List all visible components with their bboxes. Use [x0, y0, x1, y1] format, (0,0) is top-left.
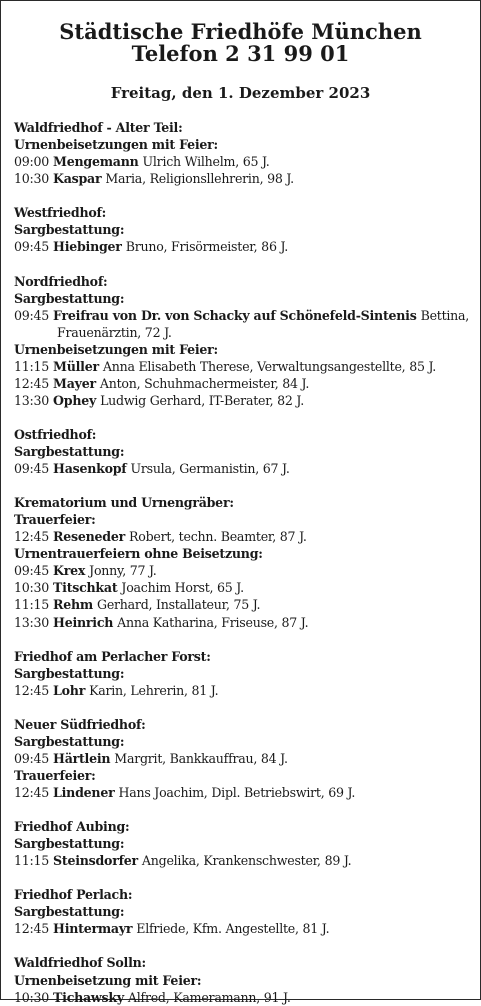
entry-surname: Lindener — [53, 784, 115, 800]
entry-surname: Reseneder — [53, 529, 126, 545]
ceremony-type: Urnenbeisetzungen mit Feier: — [14, 341, 218, 357]
ceremony-type: Urnentrauerfeiern ohne Beisetzung: — [14, 546, 263, 562]
entry-surname: Freifrau von Dr. von Schacky auf Schönefeld-Sintenis — [53, 307, 417, 323]
entry-time: 11:15 — [14, 853, 50, 869]
entry-surname: Steinsdorfer — [53, 853, 138, 869]
entry-details: Bettina, — [420, 307, 470, 323]
entry-surname: Heinrich — [53, 614, 114, 630]
entry-surname: Lohr — [53, 682, 86, 698]
cemetery-name: Friedhof Aubing: — [14, 819, 130, 834]
cemetery-name: Westfriedhof: — [14, 205, 107, 221]
entry-time: 10:30 — [14, 171, 50, 187]
ceremony-type: Trauerfeier: — [14, 767, 96, 783]
list-item — [14, 307, 469, 324]
list-item — [14, 528, 307, 545]
entry-details: Anna Katharina, Friseuse, 87 J. — [117, 614, 309, 630]
list-item — [14, 784, 355, 801]
cemetery-name: Krematorium und Urnengräber: — [14, 495, 234, 511]
entry-time: 12:45 — [14, 682, 50, 698]
entry-details: Ulrich Wilhelm, 65 J. — [142, 154, 270, 170]
list-item — [14, 358, 436, 375]
list-item — [14, 614, 308, 631]
entry-time: 13:30 — [14, 614, 50, 630]
entry-surname: Krex — [53, 563, 86, 579]
cemetery-name: Waldfriedhof - Alter Teil: — [14, 120, 183, 135]
ceremony-type: Sargbestattung: — [14, 290, 125, 306]
entry-details: Angelika, Krankenschwester, 89 J. — [141, 853, 352, 869]
list-item — [14, 392, 304, 409]
list-item — [14, 750, 288, 767]
entry-time: 11:15 — [14, 358, 50, 374]
entry-time: 09:45 — [14, 307, 50, 323]
header-title-line1: Städtische Friedhöfe München — [59, 19, 422, 44]
list-item — [14, 579, 244, 596]
entry-time: 09:45 — [14, 239, 50, 255]
entry-details: Alfred, Kameramann, 91 J. — [127, 989, 291, 1005]
entry-surname: Rehm — [53, 597, 94, 613]
ceremony-type: Sargbestattung: — [14, 222, 125, 238]
entry-details: Elfriede, Kfm. Angestellte, 81 J. — [136, 921, 330, 937]
entry-surname: Tichawsky — [53, 989, 124, 1005]
entry-details: Margrit, Bankkauffrau, 84 J. — [114, 750, 288, 766]
list-item — [14, 153, 270, 170]
ceremony-type: Sargbestattung: — [14, 444, 125, 459]
entry-surname: Härtlein — [53, 750, 111, 766]
cemetery-name: Friedhof am Perlacher Forst: — [14, 648, 211, 664]
entry-surname: Hasenkopf — [53, 461, 127, 476]
list-item — [14, 920, 329, 937]
date-line: Freitag, den 1. Dezember 2023 — [110, 84, 371, 102]
entry-time: 10:30 — [14, 989, 50, 1005]
entry-surname: Mengemann — [53, 154, 139, 170]
entry-time: 12:45 — [14, 784, 50, 800]
entry-details: Hans Joachim, Dipl. Betriebswirt, 69 J. — [118, 784, 356, 800]
list-item — [14, 238, 288, 255]
entry-surname: Ophey — [53, 392, 97, 408]
list-item — [14, 852, 351, 869]
entry-details: Anton, Schuhmachermeister, 84 J. — [99, 375, 310, 391]
entry-details: Jonny, 77 J. — [89, 563, 157, 579]
entry-time: 09:45 — [14, 563, 50, 579]
entry-time: 09:00 — [14, 154, 50, 170]
entry-time: 12:45 — [14, 921, 50, 937]
list-item — [14, 460, 290, 477]
ceremony-type: Sargbestattung: — [14, 665, 125, 681]
ceremony-type: Urnenbeisetzungen mit Feier: — [14, 137, 218, 153]
entry-details: Ludwig Gerhard, IT-Berater, 82 J. — [100, 392, 304, 408]
entry-time: 09:45 — [14, 461, 50, 476]
entry-details: Gerhard, Installateur, 75 J. — [97, 597, 261, 613]
entry-details: Karin, Lehrerin, 81 J. — [89, 682, 219, 698]
entry-continuation: Frauenärztin, 72 J. — [57, 324, 172, 340]
entry-time: 09:45 — [14, 750, 50, 766]
ceremony-type: Sargbestattung: — [14, 904, 125, 920]
ceremony-type: Sargbestattung: — [14, 733, 125, 749]
entry-time: 12:45 — [14, 529, 50, 545]
entry-details: Joachim Horst, 65 J. — [121, 580, 244, 596]
entry-details: Ursula, Germanistin, 67 J. — [130, 461, 290, 476]
entry-details: Bruno, Frisörmeister, 86 J. — [125, 239, 289, 255]
entry-time: 13:30 — [14, 392, 50, 408]
cemetery-name: Neuer Südfriedhof: — [14, 716, 146, 732]
ceremony-type: Sargbestattung: — [14, 836, 125, 852]
list-item — [14, 170, 294, 187]
entry-surname: Hiebinger — [53, 239, 122, 255]
ceremony-type: Urnenbeisetzung mit Feier: — [14, 972, 202, 988]
cemetery-name: Waldfriedhof Solln: — [14, 955, 146, 971]
entry-surname: Kaspar — [53, 171, 102, 187]
list-item — [14, 375, 309, 392]
list-item — [14, 596, 260, 613]
entry-surname: Hintermayr — [53, 921, 133, 937]
list-item — [14, 562, 157, 579]
entry-details: Maria, Religionsllehrerin, 98 J. — [105, 171, 294, 187]
entry-time: 12:45 — [14, 375, 50, 391]
entry-time: 11:15 — [14, 597, 50, 613]
list-item — [14, 989, 291, 1006]
entry-surname: Müller — [53, 358, 99, 374]
ceremony-type: Trauerfeier: — [14, 512, 96, 528]
entry-details: Anna Elisabeth Therese, Verwaltungsangestellte, 85 J. — [102, 358, 437, 374]
cemetery-name: Friedhof Perlach: — [14, 887, 133, 903]
entry-details: Robert, techn. Beamter, 87 J. — [129, 529, 307, 545]
cemetery-name: Nordfriedhof: — [14, 273, 108, 289]
list-item — [14, 682, 218, 699]
entry-time: 10:30 — [14, 580, 50, 596]
entry-surname: Titschkat — [53, 580, 118, 596]
entry-surname: Mayer — [53, 375, 96, 391]
cemetery-name: Ostfriedhof: — [14, 426, 97, 442]
header-title-line2: Telefon 2 31 99 01 — [131, 41, 350, 66]
